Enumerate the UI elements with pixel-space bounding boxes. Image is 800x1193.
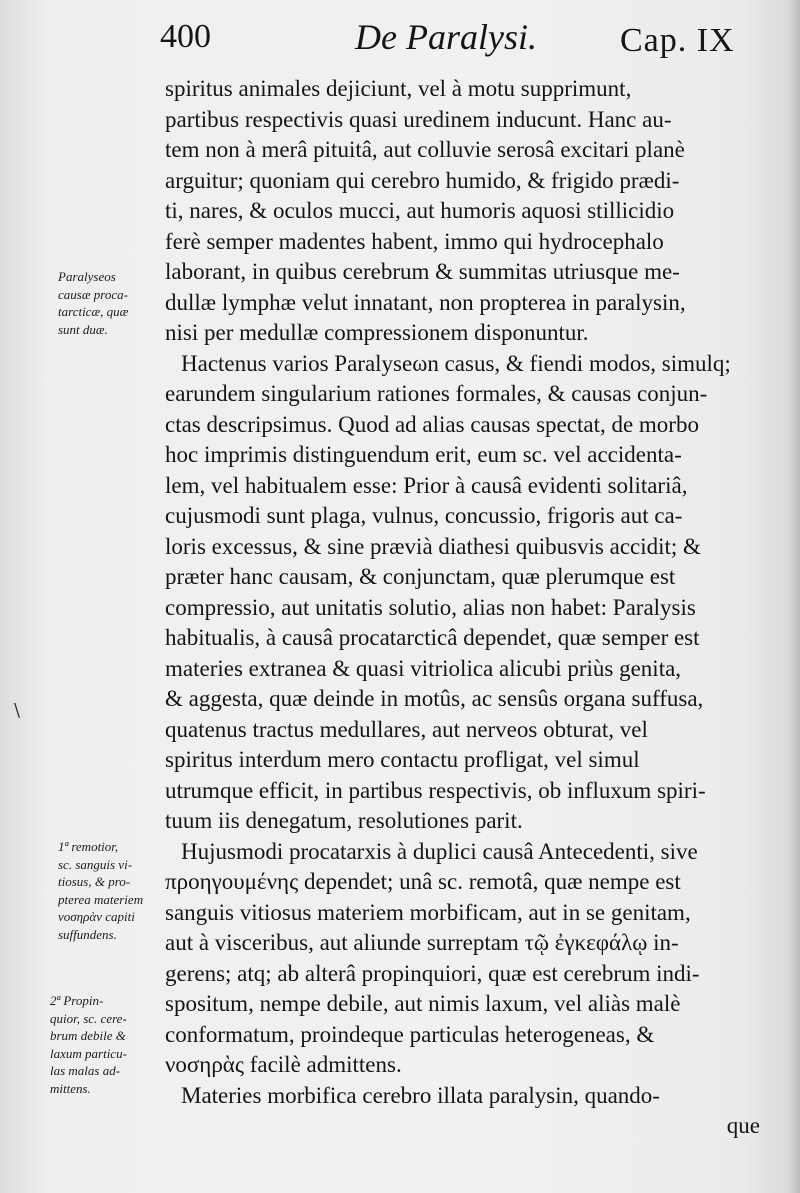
text-line: aut à visceribus, aut aliunde surreptam τῷ ἐγκεφάλῳ in- (165, 930, 679, 955)
text-line: sanguis vitiosus materiem morbificam, aut in se genitam, (165, 899, 691, 925)
text-line: gerens; atq; ab alterâ propinquiori, quæ est cerebrum indi- (165, 960, 700, 986)
text-line: laborant, in quibus cerebrum & summitas utriusque me- (165, 259, 680, 284)
text-line: dullæ lymphæ velut innatant, non propterea in paralysin, (165, 289, 686, 315)
text-line: compressio, aut unitatis solutio, alias non habet: Paralysis (165, 594, 696, 620)
running-title: De Paralysi. (355, 17, 537, 57)
margin-note-line: mittens. (50, 1080, 91, 1096)
chapter-label: Cap. IX (620, 22, 735, 59)
margin-note-line: pterea materiem (58, 891, 144, 907)
margin-note-line: tiosus, & pro- (58, 874, 131, 889)
margin-note-line: sc. sanguis vi- (58, 856, 133, 872)
catchword: que (726, 1113, 760, 1138)
paragraph-start-line: Hactenus varios Paralyseωn casus, & fiendi modos, simulq; (181, 350, 731, 376)
text-line: νoσηρὰς facilè admittens. (165, 1052, 402, 1077)
text-line: præter hanc causam, & conjunctam, quæ plerumque est (165, 564, 676, 589)
text-line: ferè semper madentes habent, immo qui hydrocephalo (165, 228, 664, 254)
margin-note-line: νoσηρὰν capiti (58, 909, 135, 924)
margin-note-line: tarcticæ, quæ (58, 304, 129, 319)
margin-note-proximate-cause (50, 992, 160, 1097)
text-line: cujusmodi sunt plaga, vulnus, concussio, frigoris aut ca- (165, 503, 683, 528)
text-line: πρoηγoυμένης dependet; unâ sc. remotâ, quæ nempe est (165, 869, 681, 894)
margin-note-line: quior, sc. cere- (50, 1010, 127, 1026)
text-line: conformatum, proindeque particulas heterogeneas, & (165, 1021, 655, 1047)
text-line: ctas descripsimus. Quod ad alias causas spectat, de morbo (165, 411, 699, 437)
body-text (165, 74, 760, 1142)
paragraph-start-line: Materies morbifica cerebro illata paralysin, quando- (181, 1082, 660, 1108)
text-line: spiritus interdum mero contactu profligat, vel simul (165, 747, 640, 772)
text-line: earundem singularium rationes formales, & causas conjun- (165, 381, 708, 406)
text-line: lem, vel habitualem esse: Prior à causâ evidenti solitariâ, (165, 472, 688, 498)
text-line: spositum, nempe debile, aut nimis laxum, vel aliàs malè (165, 991, 681, 1016)
margin-note-line: causæ proca- (58, 286, 128, 302)
text-line: ti, nares, & oculos mucci, aut humoris aquosi stillicidio (165, 198, 675, 223)
text-line: materies extranea & quasi vitriolica alicubi priùs genita, (165, 655, 682, 681)
text-line: hoc imprimis distinguendum erit, eum sc. vel accidenta- (165, 442, 682, 467)
text-line: partibus respectivis quasi uredinem inducunt. Hanc au- (165, 106, 672, 132)
margin-note-line: 2ª Propin- (50, 993, 104, 1008)
page-number: 400 (160, 18, 211, 55)
text-line: utrumque efficit, in partibus respectivis, ob influxum spiri- (165, 777, 706, 803)
margin-note-line: 1ª remotior, (58, 839, 119, 854)
page-edge-shadow (786, 0, 800, 1193)
text-line: arguitur; quoniam qui cerebro humido, & frigido prædi- (165, 167, 680, 193)
margin-note-line: brum debile & (50, 1028, 126, 1043)
paragraph-start-line: Hujusmodi procatarxis à duplici causâ Antecedenti, sive (181, 838, 698, 864)
running-head (160, 14, 760, 70)
margin-note-line: suffundens. (58, 926, 117, 942)
text-line: tuum iis denegatum, resolutiones parit. (165, 808, 523, 833)
margin-note-line: las malas ad- (50, 1063, 121, 1078)
margin-mark-icon: \ (14, 700, 21, 721)
margin-note-line: Paralyseos (58, 269, 116, 284)
text-line: nisi per medullæ compressionem disponuntur. (165, 320, 589, 345)
text-line: & aggesta, quæ deinde in motûs, ac sensûs organa suffusa, (165, 686, 704, 711)
text-line: loris excessus, & sine prævià diathesi quibusvis accidit; & (165, 533, 701, 559)
text-line: spiritus animales dejiciunt, vel à motu supprimunt, (165, 76, 632, 101)
text-line: quatenus tractus medullares, aut nerveos obturat, vel (165, 716, 648, 742)
margin-note-line: laxum particu- (50, 1045, 127, 1061)
text-line: tem non à merâ pituitâ, aut colluvie serosâ excitari planè (165, 137, 685, 162)
margin-note-remote-cause (58, 838, 168, 943)
margin-note-causes (58, 268, 168, 338)
margin-note-line: sunt duæ. (58, 321, 108, 337)
text-line: habitualis, à causâ procatarcticâ dependet, quæ semper est (165, 625, 700, 650)
